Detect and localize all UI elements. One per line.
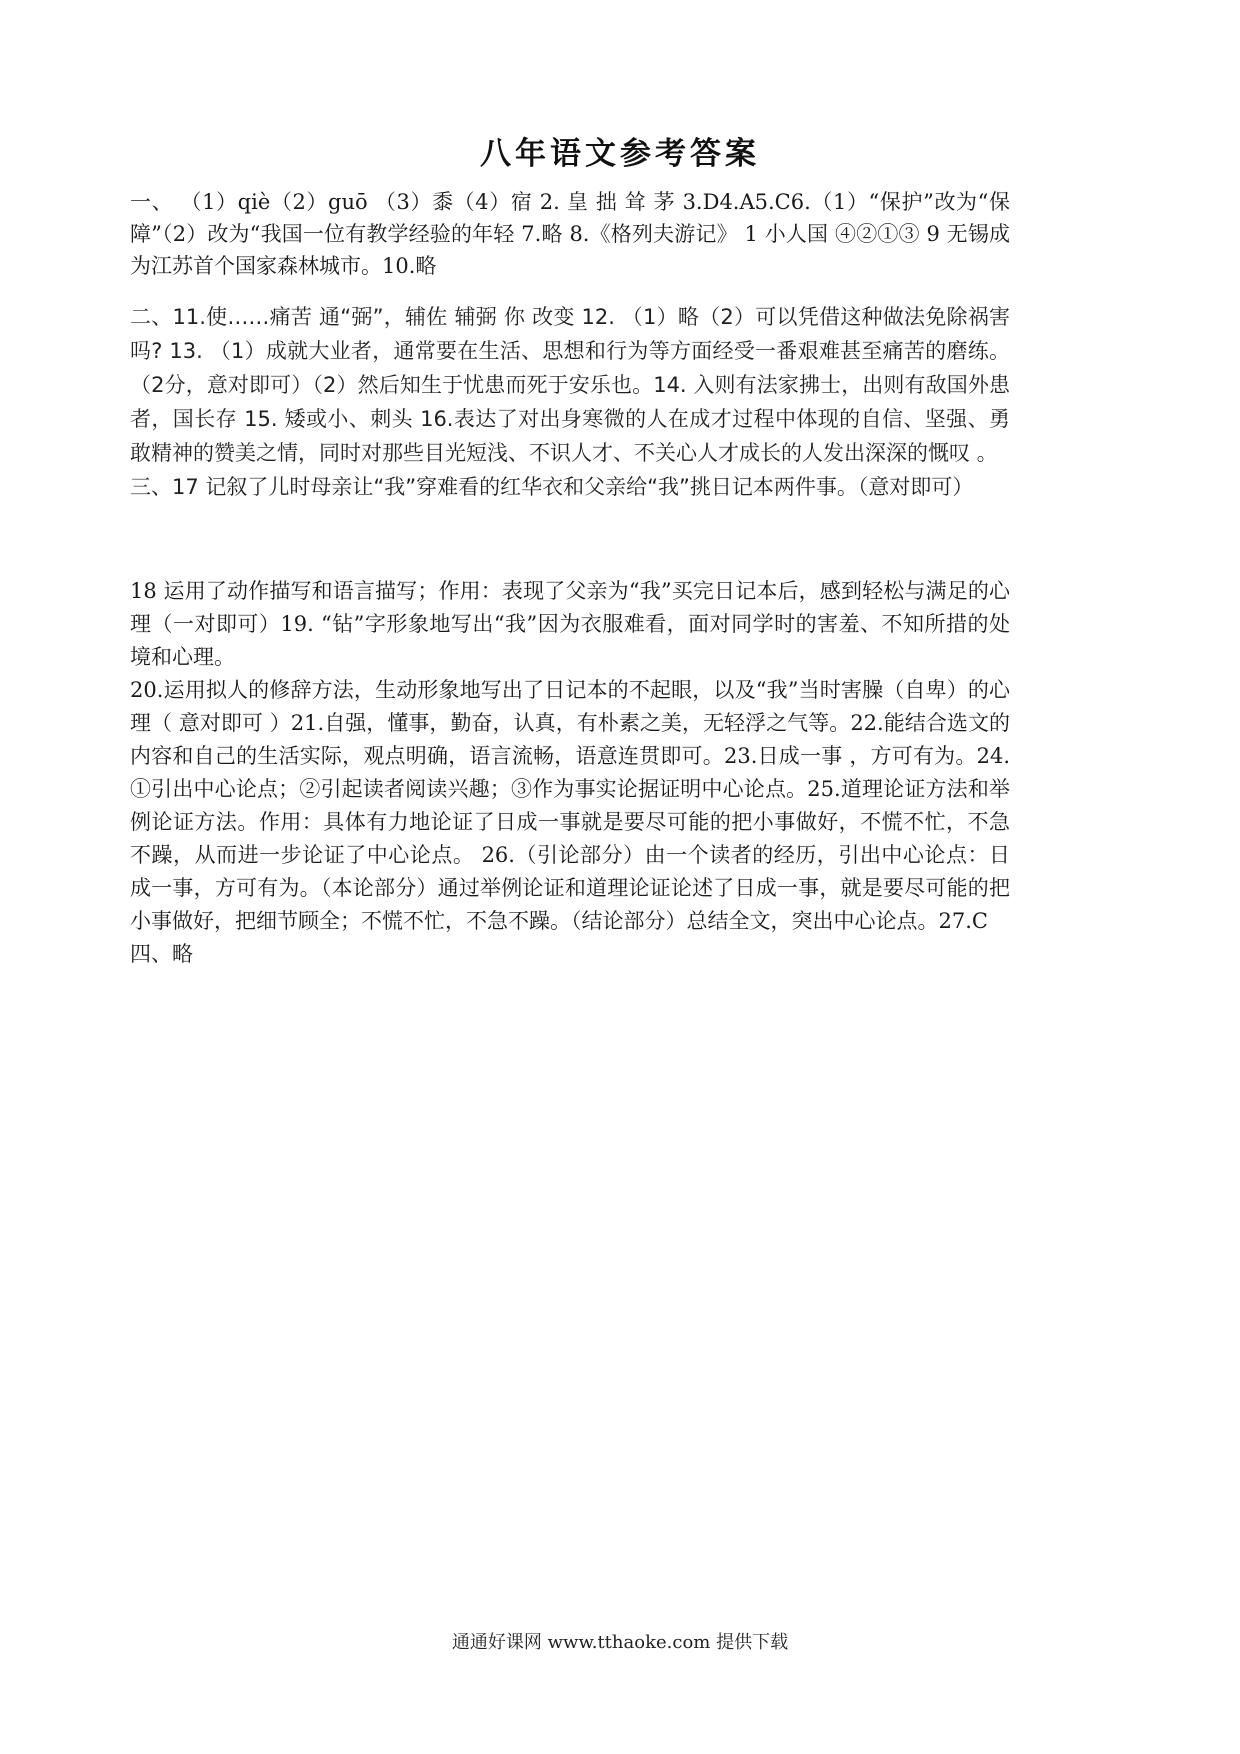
section-two-answers [130, 300, 1010, 504]
section-three-intro: 三、17 记叙了儿时母亲让“我”穿难看的红华衣和父亲给“我”挑日记本两件事。（意对即可） [130, 475, 974, 499]
section-four-answer: 四、略 [130, 942, 193, 966]
section-one-answers: 一、 （1）qiè（2）guō （3）黍（4）宿 2. 皇 拙 耸 茅 3.D4.A5.C6.（1）“保护”改为“保障”（2）改为“我国一位有教学经验的年轻 7.略 8.《格列夫游记》 1 小人国 ④②①③ 9 无锡成为江苏首个国家森林城市。10.略 [130, 190, 1010, 278]
page-title: 八年语文参考答案 [480, 136, 760, 172]
section-two-text: 二、11.使……痛苦 通“弼”，辅佐 辅弼 你 改变 12. （1）略（2）可以凭借这种做法免除祸害吗? 13. （1）成就大业者，通常要在生活、思想和行为等方面经受一番艰难甚至痛苦的磨练。（2分，意对即可）（2）然后知生于忧患而死于安乐也。14. 入则有法家拂士，出则有敌国外患者，国长存 15. 矮或小、刺头 16.表达了对出身寒微的人在成才过程中体现的自信、坚强、勇敢精神的赞美之情，同时对那些目光短浅、不识人才、不关心人才成长的人发出深深的慨叹 。 [130, 305, 1010, 465]
section-three-paragraph-2: 20.运用拟人的修辞方法，生动形象地写出了日记本的不起眼，以及“我”当时害臊（自卑）的心理（ 意对即可 ）21.自强，懂事，勤奋，认真，有朴素之美，无轻浮之气等。22.能结合选文的内容和自己的生活实际，观点明确，语言流畅，语意连贯即可。23.日成一事 ，方可有为。24. ①引出中心论点；②引起读者阅读兴趣；③作为事实论据证明中心论点。25.道理论证方法和举例论证方法。作用：具体有力地论证了日成一事就是要尽可能的把小事做好，不慌不忙，不急不躁，从而进一步论证了中心论点。 26.（引论部分）由一个读者的经历，引出中心论点：日成一事，方可有为。（本论部分）通过举例论证和道理论证论述了日成一事，就是要尽可能的把小事做好，把细节顾全；不慌不忙，不急不躁。（结论部分）总结全文，突出中心论点。27.C [130, 678, 1010, 933]
section-three-answers [130, 575, 1010, 971]
section-three-paragraph-1: 18 运用了动作描写和语言描写；作用：表现了父亲为“我”买完日记本后，感到轻松与满足的心理（一对即可）19. “钻”字形象地写出“我”因为衣服难看，面对同学时的害羞、不知所措的处境和心理。 [130, 579, 1010, 669]
footer-credit: 通通好课网 www.tthaoke.com 提供下载 [451, 1632, 789, 1653]
